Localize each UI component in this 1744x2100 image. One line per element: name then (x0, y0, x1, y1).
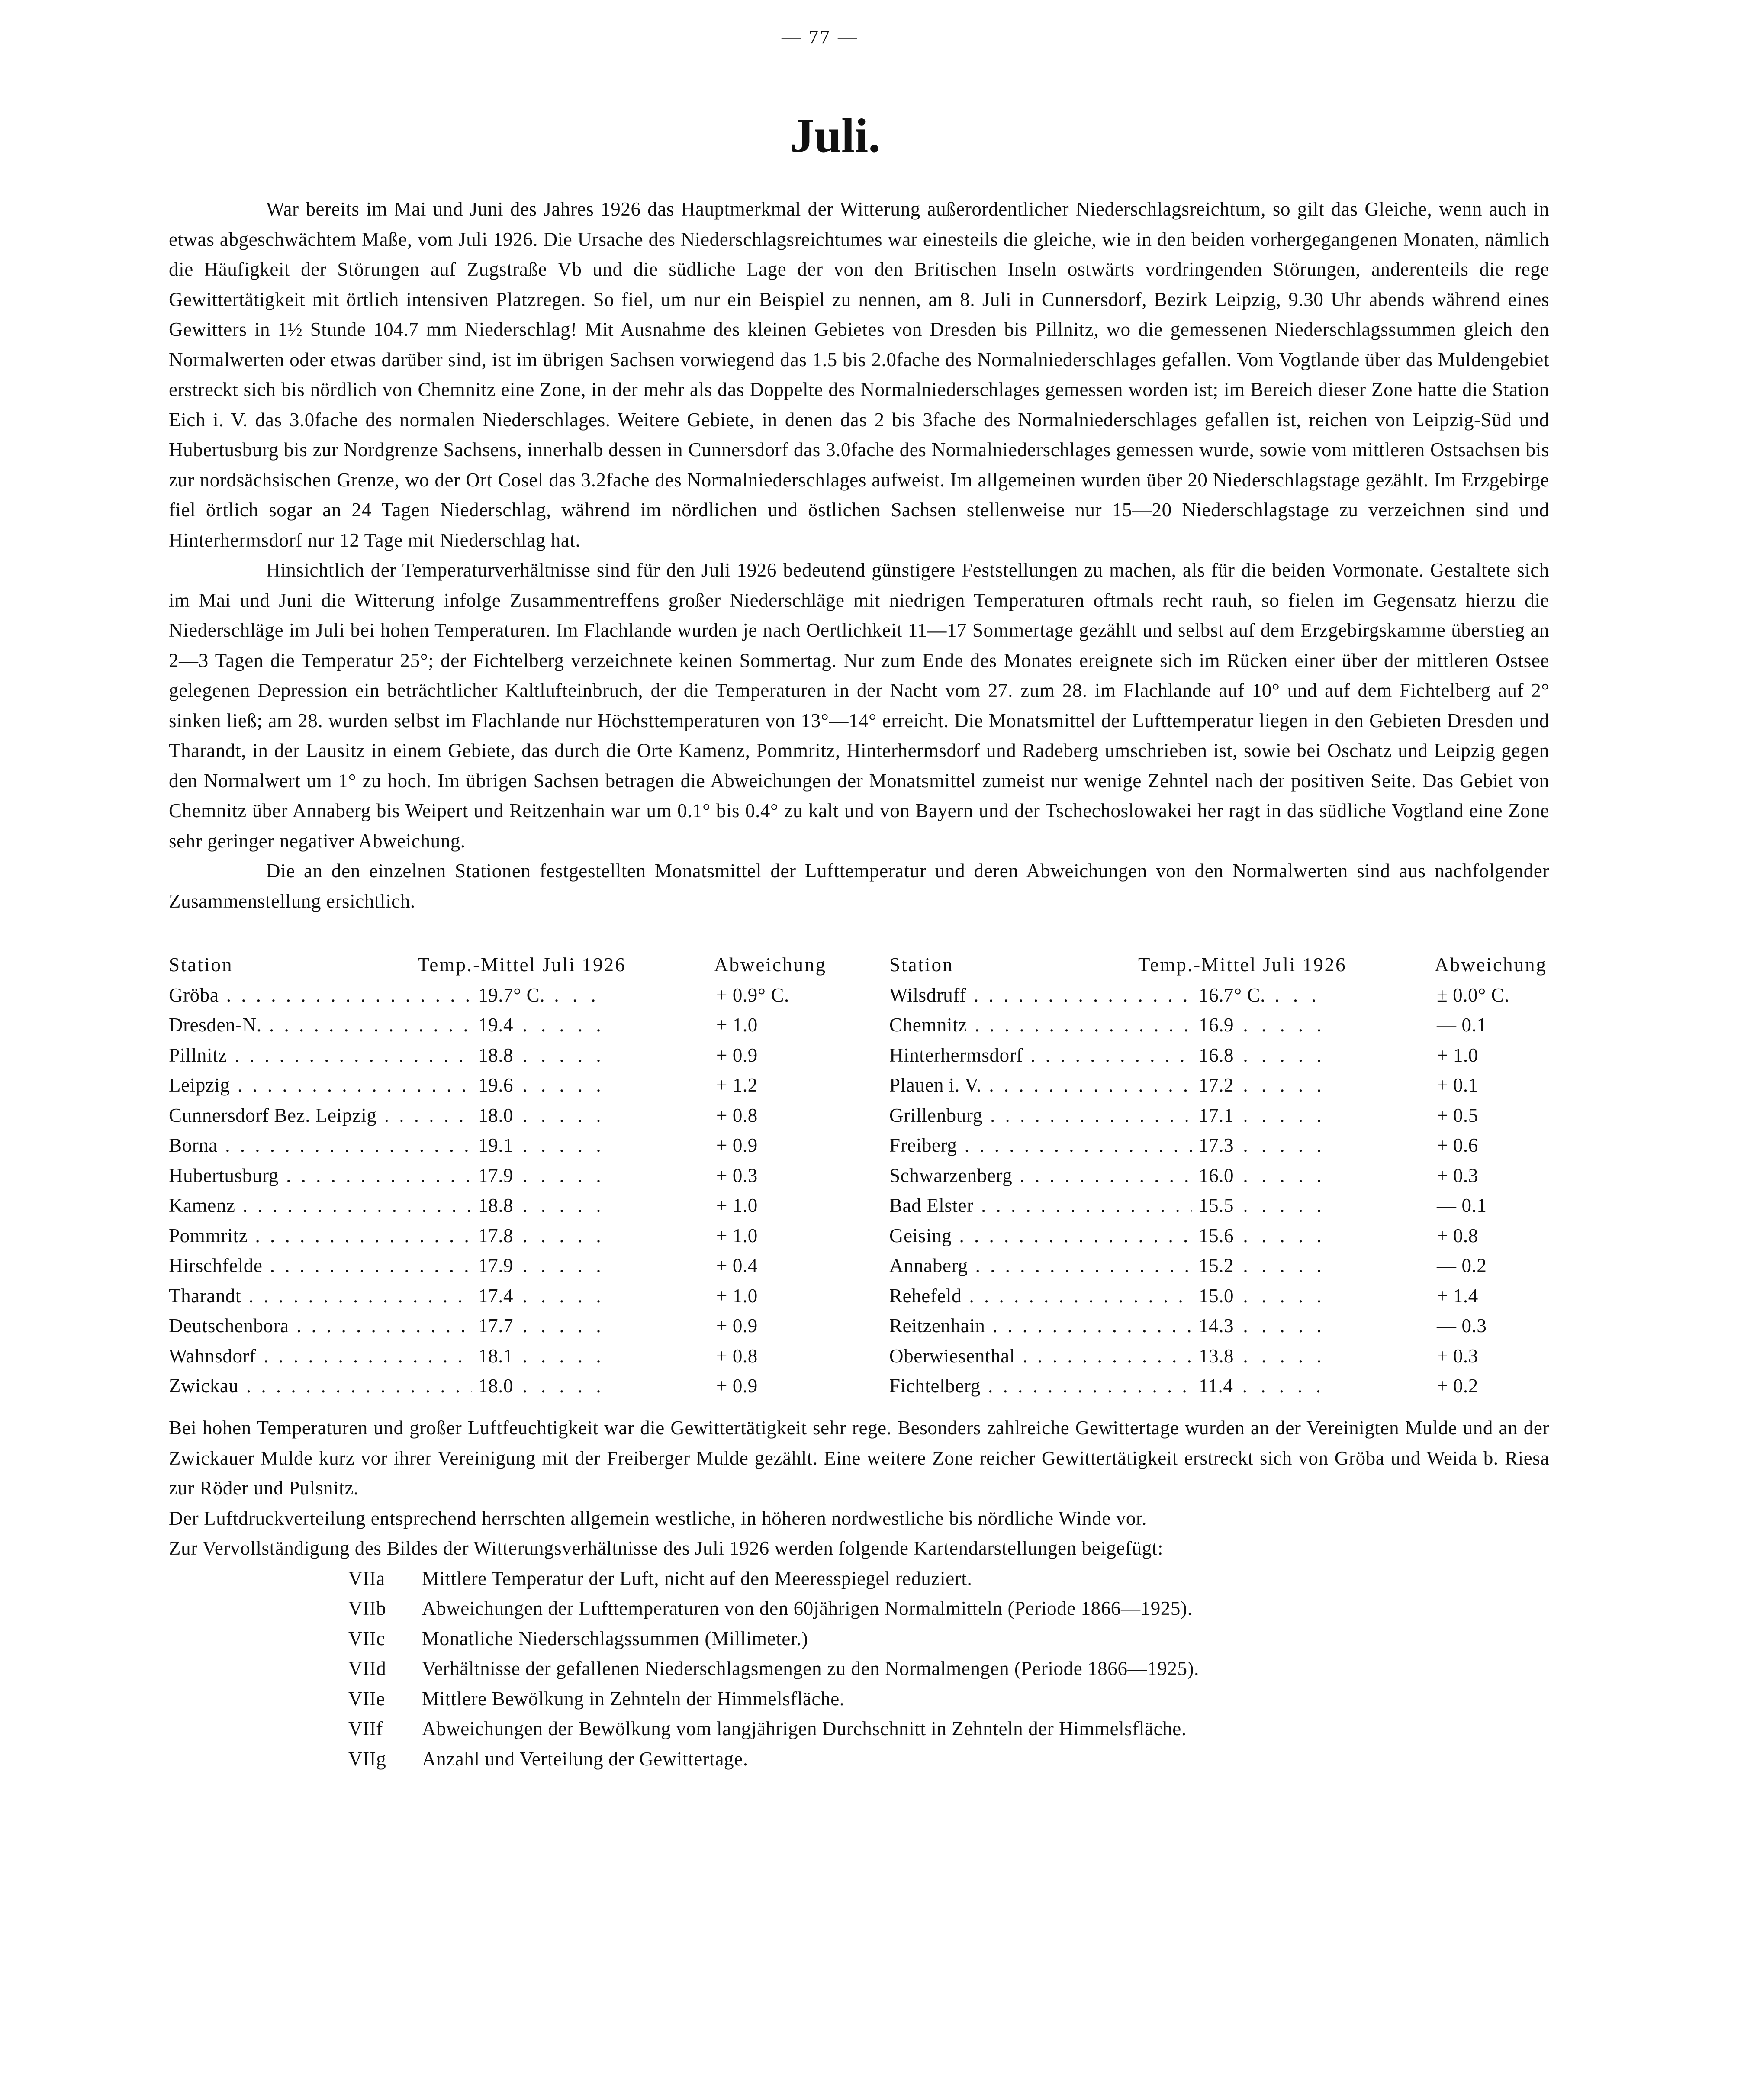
page-title: Juli. (790, 109, 881, 163)
table-header (889, 950, 1556, 980)
station-name: Schwarzenberg . . . (889, 1161, 1192, 1191)
station-name: Bad Elster . . . (889, 1191, 1192, 1221)
header-station: Station (169, 954, 233, 976)
deviation-value: + 0.8 (716, 1104, 758, 1126)
station-name: Freiberg . . . (889, 1131, 1192, 1161)
temperature-value: 16.0 . . . (1199, 1161, 1329, 1191)
deviation-value: + 0.3 (1437, 1345, 1478, 1367)
map-code: VIIg (348, 1748, 386, 1770)
table-row (889, 1161, 1556, 1191)
paragraph-precipitation: War bereits im Mai und Juni des Jahres 1926 das Hauptmerkmal der Witterung außerordentlicher Niederschlagsreichtum, so gilt das Gleiche, wenn auch in etwas abgeschwächtem Maße, vom Juli 1926. Die Ursache des Niederschlagsreichtumes war einesteils die gleiche, wie in den beiden vorhergegangenen Monaten, nämlich die Häufigkeit der Störungen auf Zugstraße Vb und die südliche Lage der von den Britischen Inseln ostwärts vordringenden Störungen, anderenteils die rege Gewittertätigkeit mit örtlich intensiven Platzregen. So fiel, um nur ein Beispiel zu nennen, am 8. Juli in Cunnersdorf, Bezirk Leipzig, 9.30 Uhr abends während eines Gewitters in 1½ Stunde 104.7 mm Niederschlag! Mit Ausnahme des kleinen Gebietes von Dresden bis Pillnitz, wo die gemessenen Niederschlagssummen gleich den Normalwerten oder etwas darüber sind, ist im übrigen Sachsen vorwiegend das 1.5 bis 2.0fache des Normalniederschlages gefallen. Vom Vogtlande über das Muldengebiet erstreckt sich bis nördlich von Chemnitz eine Zone, in der mehr als das Doppelte des Normalniederschlages gemessen worden ist; im Bereich dieser Zone hatte die Station Eich i. V. das 3.0fache des normalen Niederschlages. Weitere Gebiete, in denen das 2 bis 3fache des Normalniederschlages gefallen ist, reichen von Leipzig-Süd und Hubertusburg bis zur Nordgrenze Sachsens, innerhalb dessen in Cunnersdorf das 3.0fache des Normalniederschlages gemessen wurde, sowie vom mittleren Ostsachsen bis zur nordsächsischen Grenze, wo der Ort Cosel das 3.2fache des Normalniederschlages aufweist. Im allgemeinen wurden über 20 Niederschlagstage gezählt. Im Erzgebirge fiel örtlich sogar an 24 Tagen Niederschlag, während im nördlichen und östlichen Sachsen stellenweise nur 15—20 Niederschlagstage zu verzeichnen sind und Hinterhermsdorf nur 12 Tage mit Niederschlag hat. (169, 198, 1549, 551)
station-name: Fichtelberg . . . (889, 1371, 1192, 1401)
deviation-value: + 0.5 (1437, 1104, 1478, 1126)
table-header (169, 950, 835, 980)
table-row (169, 1371, 835, 1401)
temperature-value: 17.9 . . . (478, 1161, 608, 1191)
station-name: Kamenz . . . (169, 1191, 472, 1221)
temperature-value: 16.8 . . . (1199, 1040, 1329, 1071)
temperature-value: 19.1 . . . (478, 1131, 608, 1161)
table-row (169, 1070, 835, 1101)
station-name: Hubertusburg . . . (169, 1161, 472, 1191)
deviation-value: + 0.9° C. (716, 984, 789, 1006)
table-row (169, 1101, 835, 1131)
temperature-value: 17.1 . . . (1199, 1101, 1329, 1131)
paragraph-thunderstorms: Bei hohen Temperaturen und großer Luftfeuchtigkeit war die Gewittertätigkeit sehr rege. Besonders zahlreiche Gewittertage wurden an der Vereinigten Mulde und an der Zwickauer Mulde kurz vor ihrer Vereinigung mit der Freiberger Mulde gezählt. Eine weitere Zone reicher Gewittertätigkeit erstreckt sich von Gröba und Weida b. Riesa zur Röder und Pulsnitz. (169, 1417, 1549, 1499)
map-description: Mittlere Bewölkung in Zehnteln der Himmelsfläche. (422, 1688, 845, 1710)
map-list-item (169, 1744, 1549, 1775)
station-name: Chemnitz . . . (889, 1010, 1192, 1040)
deviation-value: + 0.3 (1437, 1164, 1478, 1186)
station-table-right (889, 950, 1556, 1401)
map-list (169, 1564, 1549, 1775)
station-name: Grillenburg . . . (889, 1101, 1192, 1131)
temperature-value: 17.8 . . . (478, 1221, 608, 1251)
station-name: Rehefeld . . . (889, 1281, 1192, 1311)
station-name: Leipzig . . . (169, 1070, 472, 1101)
temperature-value: 18.8 . . . (478, 1191, 608, 1221)
temperature-value: 15.2 . . . (1199, 1251, 1329, 1281)
temperature-value: 18.1 . . . (478, 1341, 608, 1372)
station-name: Reitzenhain . . . (889, 1311, 1192, 1341)
deviation-value: — 0.2 (1437, 1255, 1487, 1276)
temperature-value: 17.4 . . . (478, 1281, 608, 1311)
map-description: Abweichungen der Lufttemperaturen von den 60jährigen Normalmitteln (Periode 1866—1925). (422, 1598, 1193, 1619)
temperature-value: 16.9 . . . (1199, 1010, 1329, 1040)
paragraph-maps-intro: Zur Vervollständigung des Bildes der Witterungsverhältnisse des Juli 1926 werden folgende Kartendarstellungen beigefügt: (169, 1537, 1164, 1559)
temperature-value: 11.4 . . . (1199, 1371, 1329, 1401)
paragraph-winds: Der Luftdruckverteilung entsprechend herrschten allgemein westliche, in höheren nordwestliche bis nördliche Winde vor. (169, 1507, 1147, 1529)
temperature-value: 15.0 . . . (1199, 1281, 1329, 1311)
station-name: Gröba . . . (169, 980, 472, 1011)
temperature-value: 19.6 . . . (478, 1070, 608, 1101)
table-row (889, 1221, 1556, 1251)
deviation-value: + 0.8 (1437, 1224, 1478, 1246)
deviation-value: — 0.3 (1437, 1315, 1487, 1337)
station-name: Oberwiesenthal . . . (889, 1341, 1192, 1372)
station-name: Dresden-N. . . . (169, 1010, 472, 1040)
table-row (889, 1101, 1556, 1131)
deviation-value: + 1.0 (716, 1285, 758, 1307)
map-list-item (169, 1714, 1549, 1744)
station-table-left (169, 950, 835, 1401)
station-name: Borna . . . (169, 1131, 472, 1161)
table-row (169, 1251, 835, 1281)
map-list-item (169, 1564, 1549, 1594)
temperature-value: 17.2 . . . (1199, 1070, 1329, 1101)
station-name: Cunnersdorf Bez. Leipzig . . . (169, 1101, 472, 1131)
station-name: Geising . . . (889, 1221, 1192, 1251)
station-name: Pillnitz . . . (169, 1040, 472, 1071)
station-name: Tharandt . . . (169, 1281, 472, 1311)
station-name: Annaberg . . . (889, 1251, 1192, 1281)
station-temperature-tables (169, 950, 1549, 1413)
temperature-value: 18.8 . . . (478, 1040, 608, 1071)
table-row (889, 1191, 1556, 1221)
table-row (169, 1010, 835, 1040)
header-deviation: Abweichung (714, 954, 827, 976)
station-name: Hinterhermsdorf . . . (889, 1040, 1192, 1071)
table-row (889, 1341, 1556, 1372)
temperature-value: 13.8 . . . (1199, 1341, 1329, 1372)
deviation-value: + 1.0 (716, 1224, 758, 1246)
station-name: Pommritz . . . (169, 1221, 472, 1251)
map-list-item (169, 1594, 1549, 1624)
table-row (169, 1341, 835, 1372)
temperature-value: 17.7 . . . (478, 1311, 608, 1341)
temperature-value: 15.5 . . . (1199, 1191, 1329, 1221)
table-row (169, 1221, 835, 1251)
station-name: Plauen i. V. . . . (889, 1070, 1192, 1101)
header-station: Station (889, 954, 954, 976)
station-name: Hirschfelde . . . (169, 1251, 472, 1281)
map-description: Monatliche Niederschlagssummen (Millimeter.) (422, 1627, 808, 1649)
map-description: Verhältnisse der gefallenen Niederschlagsmengen zu den Normalmengen (Periode 1866—1925). (422, 1658, 1199, 1679)
table-row (889, 1371, 1556, 1401)
map-description: Anzahl und Verteilung der Gewittertage. (422, 1748, 748, 1770)
temperature-value: 15.6 . . . (1199, 1221, 1329, 1251)
map-code: VIIc (348, 1627, 385, 1649)
deviation-value: + 0.9 (716, 1375, 758, 1397)
table-row (169, 980, 835, 1011)
header-temp: Temp.-Mittel Juli 1926 (418, 954, 626, 976)
deviation-value: + 0.2 (1437, 1375, 1478, 1397)
map-code: VIIa (348, 1567, 385, 1589)
deviation-value: — 0.1 (1437, 1014, 1487, 1036)
deviation-value: — 0.1 (1437, 1195, 1487, 1216)
paragraph-temperature: Hinsichtlich der Temperaturverhältnisse sind für den Juli 1926 bedeutend günstigere Feststellungen zu machen, als für die beiden Vormonate. Gestaltete sich im Mai und Juni die Witterung infolge Zusammentreffens großer Niederschläge mit niedrigen Temperaturen oftmals recht rauh, so fielen im Gegensatz hierzu die Niederschläge im Juli bei hohen Temperaturen. Im Flachlande wurden je nach Oertlichkeit 11—17 Sommertage gezählt und selbst auf dem Erzgebirgskamme überstieg an 2—3 Tagen die Temperatur 25°; der Fichtelberg verzeichnete keinen Sommertag. Nur zum Ende des Monates ereignete sich im Rücken einer über der mittleren Ostsee gelegenen Depression ein beträchtlicher Kaltlufteinbruch, der die Temperaturen in der Nacht vom 27. zum 28. im Flachlande auf 10° und auf dem Fichtelberg auf 2° sinken ließ; am 28. wurden selbst im Flachlande nur Höchsttemperaturen von 13°—14° erreicht. Die Monatsmittel der Lufttemperatur liegen in den Gebieten Dresden und Tharandt, in der Lausitz in einem Gebiete, das durch die Orte Kamenz, Pommritz, Hinterhermsdorf und Radeberg umschrieben ist, sowie bei Oschatz und Leipzig gegen den Normalwert um 1° zu hoch. Im übrigen Sachsen betragen die Abweichungen der Monatsmittel zumeist nur wenige Zehntel nach der positiven Seite. Das Gebiet von Chemnitz über Annaberg bis Weipert und Reitzenhain war um 0.1° bis 0.4° zu kalt und von Bayern und der Tschechoslowakei her ragt in das südliche Vogtland eine Zone sehr geringer negativer Abweichung. (169, 559, 1549, 852)
deviation-value: + 0.9 (716, 1315, 758, 1337)
temperature-value: 17.3 . . . (1199, 1131, 1329, 1161)
deviation-value: ± 0.0° C. (1437, 984, 1510, 1006)
temperature-value: 18.0 . . . (478, 1101, 608, 1131)
deviation-value: + 1.2 (716, 1074, 758, 1096)
table-row (169, 1311, 835, 1341)
table-row (169, 1040, 835, 1071)
table-row (889, 980, 1556, 1011)
temperature-value: 16.7° C. . . . (1199, 980, 1329, 1011)
document-page (169, 26, 1549, 1774)
station-name: Zwickau . . . (169, 1371, 472, 1401)
table-row (889, 1131, 1556, 1161)
station-name: Deutschenbora . . . (169, 1311, 472, 1341)
table-row (889, 1281, 1556, 1311)
table-body-right (889, 980, 1556, 1401)
deviation-value: + 0.6 (1437, 1134, 1478, 1156)
table-body-left (169, 980, 835, 1401)
temperature-value: 19.7° C. . . . (478, 980, 608, 1011)
deviation-value: + 1.0 (1437, 1044, 1478, 1066)
deviation-value: + 1.0 (716, 1195, 758, 1216)
table-row (889, 1311, 1556, 1341)
table-row (889, 1010, 1556, 1040)
map-code: VIIf (348, 1718, 383, 1739)
table-row (169, 1281, 835, 1311)
deviation-value: + 1.4 (1437, 1285, 1478, 1307)
deviation-value: + 0.1 (1437, 1074, 1478, 1096)
table-row (889, 1040, 1556, 1071)
station-name: Wilsdruff . . . (889, 980, 1192, 1011)
temperature-value: 14.3 . . . (1199, 1311, 1329, 1341)
map-list-item (169, 1624, 1549, 1654)
deviation-value: + 0.9 (716, 1044, 758, 1066)
map-list-item (169, 1684, 1549, 1714)
map-code: VIIb (348, 1598, 386, 1619)
map-description: Abweichungen der Bewölkung vom langjährigen Durchschnitt in Zehnteln der Himmelsfläche. (422, 1718, 1187, 1739)
temperature-value: 19.4 . . . (478, 1010, 608, 1040)
table-row (169, 1191, 835, 1221)
table-row (889, 1251, 1556, 1281)
table-row (169, 1131, 835, 1161)
deviation-value: + 1.0 (716, 1014, 758, 1036)
table-row (889, 1070, 1556, 1101)
header-temp: Temp.-Mittel Juli 1926 (1138, 954, 1347, 976)
header-deviation: Abweichung (1435, 954, 1547, 976)
map-code: VIIe (348, 1688, 385, 1710)
paragraph-table-intro: Die an den einzelnen Stationen festgestellten Monatsmittel der Lufttemperatur und deren Abweichungen von den Normalwerten sind aus nachfolgender Zusammenstellung ersichtlich. (169, 860, 1549, 912)
table-row (169, 1161, 835, 1191)
map-description: Mittlere Temperatur der Luft, nicht auf den Meeresspiegel reduziert. (422, 1567, 972, 1589)
deviation-value: + 0.9 (716, 1134, 758, 1156)
temperature-value: 18.0 . . . (478, 1371, 608, 1401)
map-list-item (169, 1654, 1549, 1684)
deviation-value: + 0.4 (716, 1255, 758, 1276)
page-number: — 77 — (782, 26, 859, 48)
deviation-value: + 0.8 (716, 1345, 758, 1367)
map-code: VIId (348, 1658, 386, 1679)
temperature-value: 17.9 . . . (478, 1251, 608, 1281)
station-name: Wahnsdorf . . . (169, 1341, 472, 1372)
deviation-value: + 0.3 (716, 1164, 758, 1186)
